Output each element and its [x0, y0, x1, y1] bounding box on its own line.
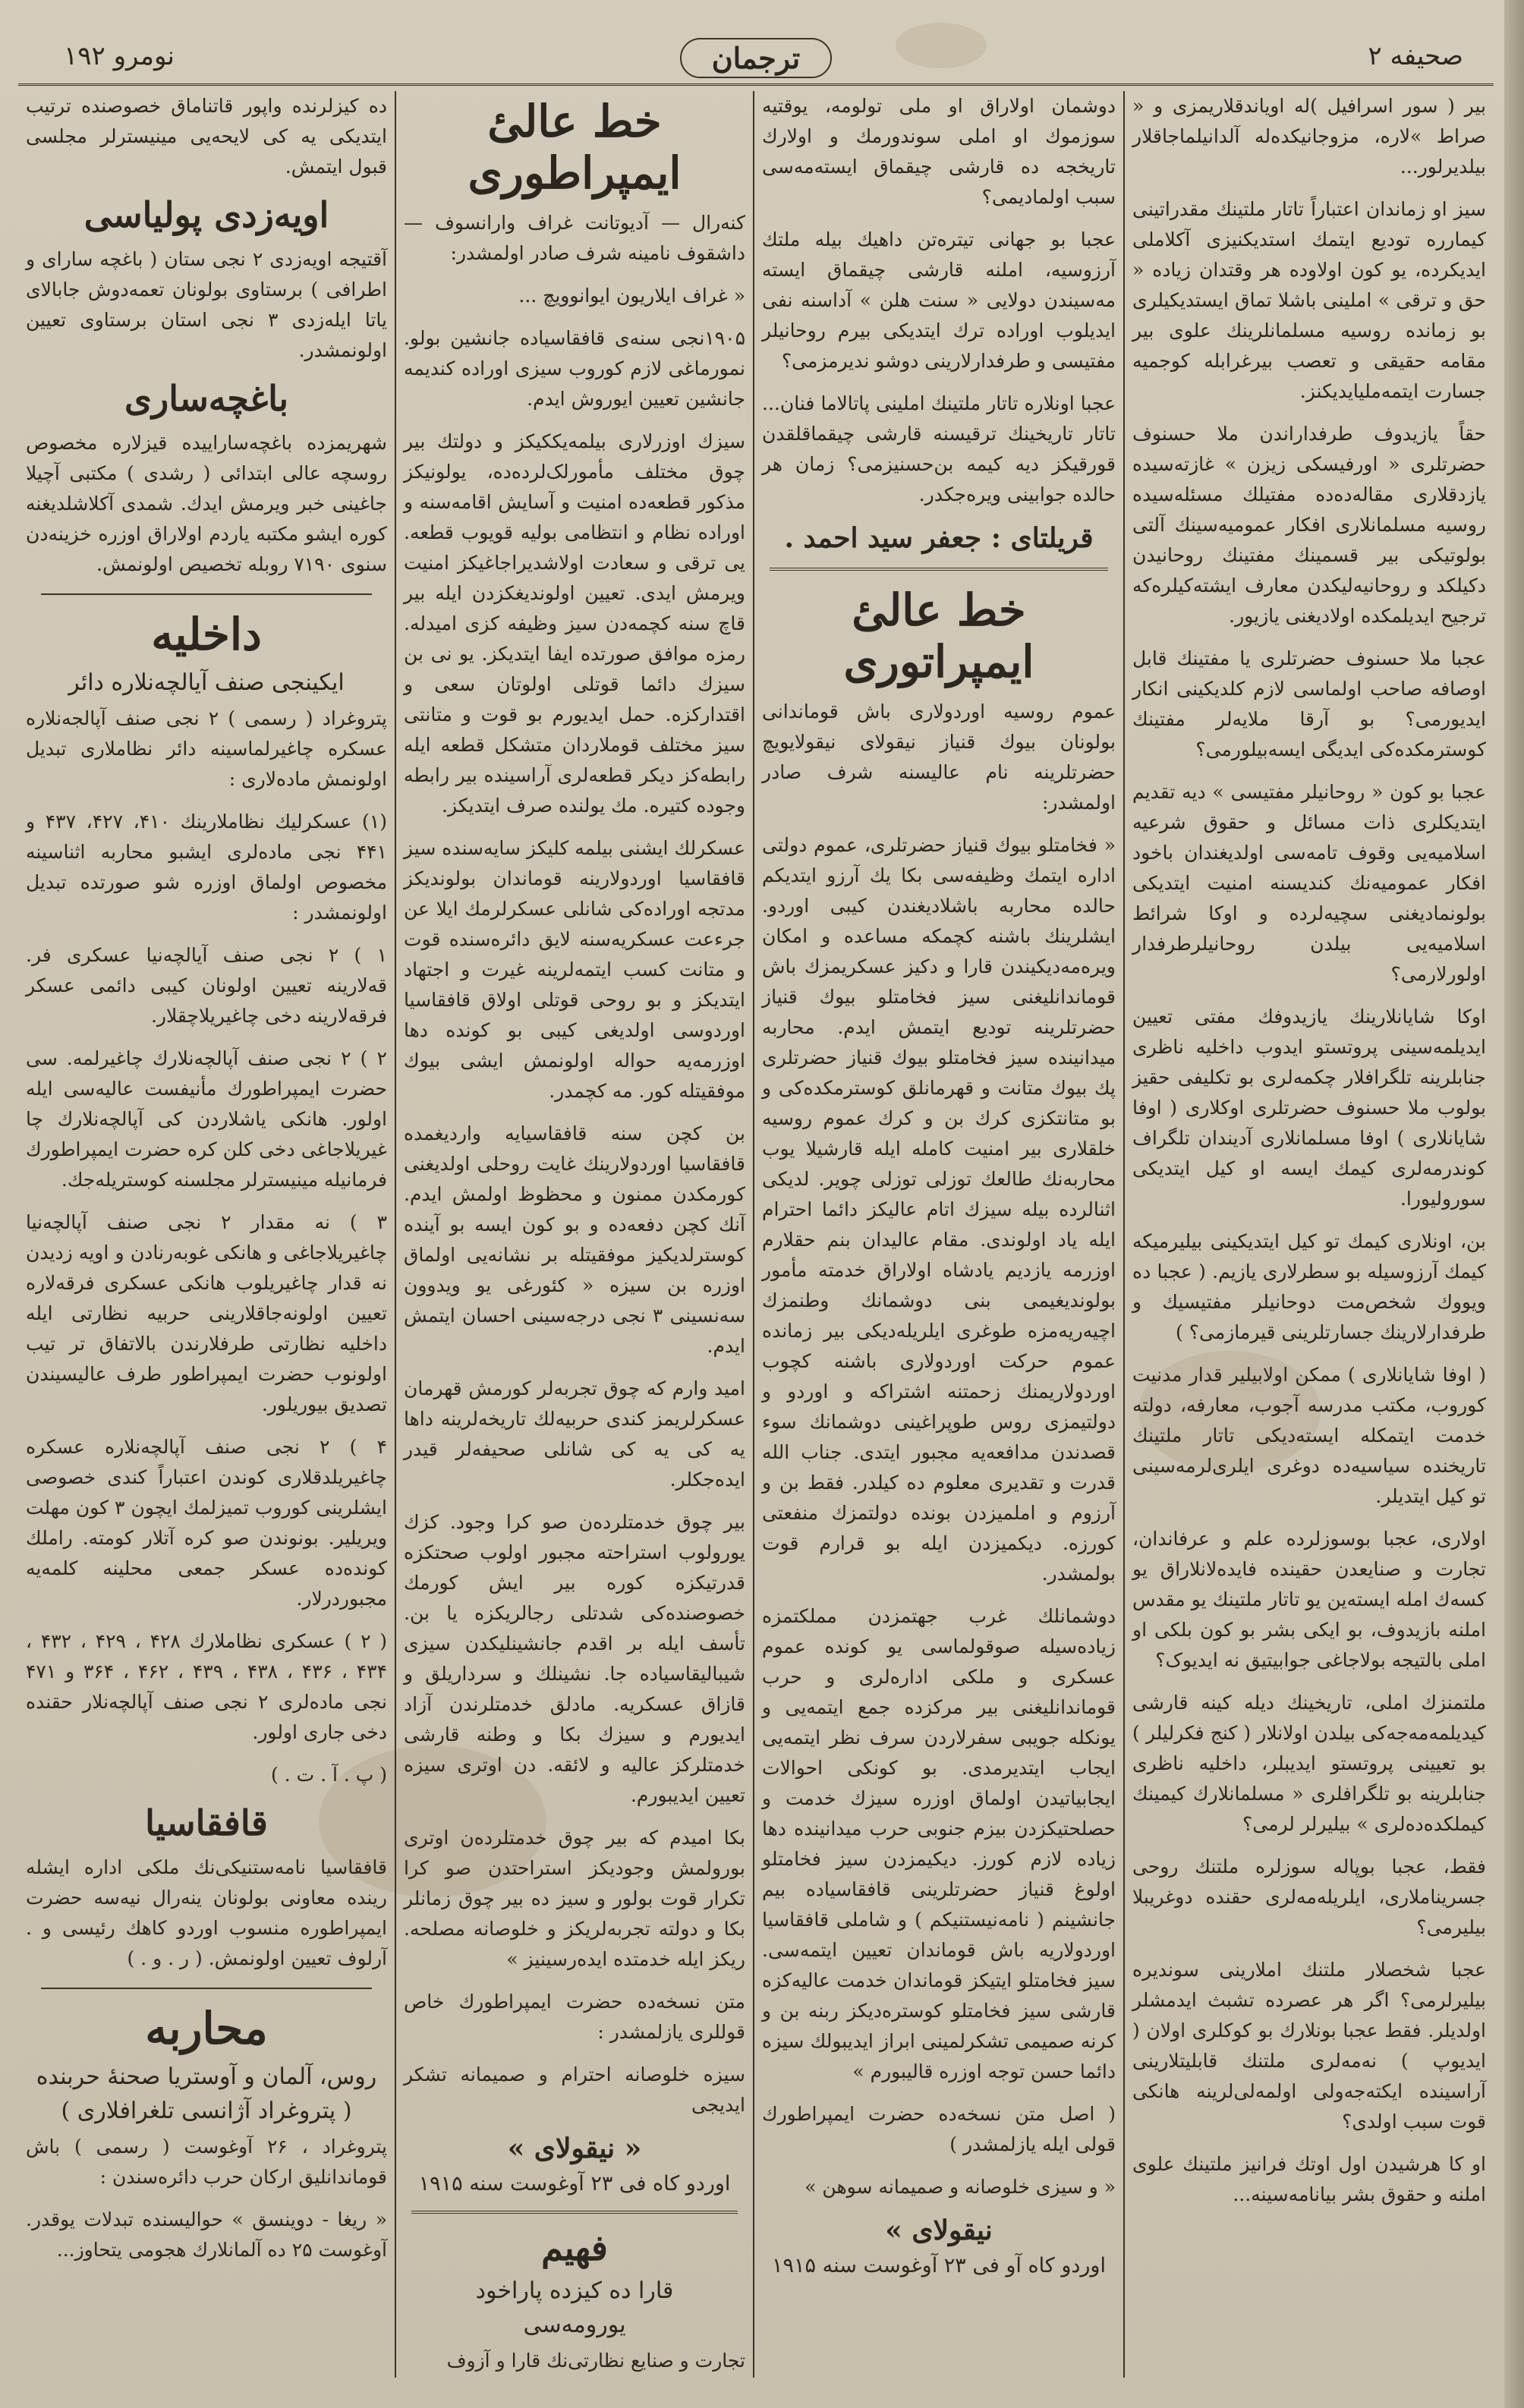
- paragraph: بیر چوق خدمتلرده‌ن صو کرا وجود. کزك یورولوب استراحته مجبور اولوب صحتکزه قدرتیکزه کوره بیر ایش کورمك خصوصنده‌کی شدتلی رجالریکزه یا بن. تأسف ایله بر اقدم جانشینلیکدن سیزی شیبالیقاسیاده جا. نشینلك و سرداریلق و قازاق عسکریه. مادلق خدمتلرندن آزاد ایدیورم و سیزك بکا و وطنه قارشی خدمتلرکز عالیه و لائقه. دن اوتری سیزه تعیین ایدیبورم.: [404, 1511, 745, 1806]
- column-1: [1125, 91, 1494, 2378]
- paragraph: حقاً یازیدوف طرفداراندن ملا حسنوف حضرتلری « اورفیسکی زیزن » غازته‌سیده یازدقلاری مقاله‌ده‌ده مفتیلك مسئله‌سیده روسیه مسلمانلاری افکار عمومیه‌سینك آلتی بولوتیکی بیر قسمینك مفتینك روحانیدن دکیلکد و روحانیه‌لیكدن معارف ایشته‌كیلره‌كه ترجیح ایدیلمکده اولادیغنی یازیور.: [1132, 423, 1486, 627]
- column-4: [18, 91, 395, 2378]
- dateline: اوردو کاه آو فی ۲۳ آوغوست سنه ۱۹۱۵: [772, 2254, 1106, 2277]
- paragraph: ده کیزلرنده واپور قاتناماق خصوصنده ترتیب ایتدیکی یه کی لایحه‌یی مینیسترلر مجلسی قبول ایتمش.: [26, 95, 387, 178]
- paragraph: (۱) عسکرلیك نظاملارینك ۴۱۰، ۴۲۷، ۴۳۷ و ۴۴۱ نجی ماده‌لری ایشبو محاربه اثناسینه مخصوص اولماق اوزره شو صورتده تبدیل اولونمشدر :: [26, 811, 388, 924]
- paragraph: ( ۲ ) عسکری نظاملارك ۴۲۸ ، ۴۲۹ ، ۴۳۲ ، ۴۳۴ ، ۴۳۶ ، ۴۳۸ ، ۴۳۹ ، ۴۶۲ ، ۳۶۴ و ۴۷۱ نجی ماده‌لری ۲ نجی صنف آپالچه‌نلار حقنده دخی جاری اولور.: [26, 1630, 388, 1743]
- section-headline: اویه‌زدی پولیاسی: [83, 194, 329, 235]
- newspaper-title-text: ترجمان: [680, 38, 833, 78]
- signature: نیقولای »: [885, 2214, 993, 2246]
- paragraph: عجبا شخصلار ملتنك املارینی سوندیره بیلیرلرمی؟ اگر هر عصرده تشبث ایدمشلر اولدیلر. فقط عجبا بونلارك بو کوکلری اولان ( ایدیوپ ) نه‌مه‌لری ملتنك قابلیتلارینی آراسینده ایکته‌جه‌ولی اولمه‌لی‌لرینه هانکی قوت سبب اولدی؟: [1132, 1959, 1486, 2133]
- issue-number: نومرو ۱۹۲: [64, 41, 175, 71]
- paragraph: فقط، عجبا بوپاله سوزلره ملتنك روحی جسریناملاری، ایلریله‌مه‌لری حقنده دوغریبلا بیلیرمی؟: [1132, 1856, 1486, 1938]
- paragraph: دوشمانلك غرب جهتمزدن مملکتمزه زیاده‌سیله صوقولماسی یو کونده عموم عسکری و ملکی اداره‌لری و حرب قوماندانلیغنی بیر مرکزده جمع ایتمه‌یی و یونکله جویبی سفرلاردن سرف نظر ایتمه‌یی ایجاب ایتدیرمدی. بو کونکی احوالات ایجابیاتیدن اولماق اوزره سیزك خدمت و حصلحتیکزدن بیزم جنوبی حرب میدانینده دها زیاده لازم کورز. دیکیمزدن سیز فخامتلو اولوغ قنیاز حضرتلرینی قافقاسیاده بیم جانشینم ( نامه‌نیستنیکم ) و شاملی قافقاسیا اوردولاریه باش قوماندان تعیین ایتمه‌سی. سیز فخامتلو ایتیکز قوماندان خدمت عالیه‌کزه قارشی سیز فخامتلو کوستره‌دیکز ربنه بن و کرنه صمیمی تشکرلمینی ابراز ایدیبولك سیزه دائما حسن توجه اوزره قالیبورم »: [762, 1605, 1116, 2082]
- section-headline: فهیم: [541, 2227, 608, 2268]
- paragraph: عسکرلك ایشنی بیلمه کلیکز سایه‌سنده سیز قافقاسیا اوردولارینه قوماندان بولوندیکز مدتجه اوراده‌کی شانلی عسکرلرمك ایلا عن جرءعت عسکریه‌سنه لایق دائره‌سنده قوت و متانت کسب ایتمه‌لرینه غیرت و اجتهاد ایتدیکز و بو روحی قوتلی اولاق قافقاسیا اوردوسی اولدیغی کیبی بو کونده دها اوزرمه‌یه حواله اولونمش ایشی بیوك موفقیتله کور. مه کچمدر.: [404, 837, 745, 1102]
- sub-headline: یورومه‌سی: [523, 2312, 626, 2338]
- paragraph: پتروغراد ( رسمی ) ۲ نجی صنف آپالجه‌نلاره عسکره چاغیرلماسینه دائر نظاملاری تبدیل اولونمش ماده‌لاری :: [26, 707, 388, 790]
- paragraph: قافقاسیا نامه‌ستنیکی‌نك ملکی اداره ایشله رینده معاونی بولونان ینه‌رال نیه‌سه حضرت ایمپراطوره منسوب اوردو کاهك رئیسی و . آرلوف تعیین اولونمش. ( ر . و . ): [26, 1856, 387, 1969]
- paragraph: ( اصل متن نسخه‌ده حضرت ایمپراطورك قولی ایله یازلمشدر ): [762, 2103, 1116, 2155]
- section-divider: [41, 593, 372, 595]
- paragraph: عموم روسیه اوردولاری باش قوماندانی بولونان بیوك قنیاز نیقولای نیقولایویچ حضرتلرینه نام عالیسنه شرف صادر اولمشدر:: [762, 700, 1116, 814]
- column-rule: [753, 91, 754, 2378]
- section-headline: قافقاسیا: [145, 1802, 268, 1843]
- paragraph: آقتیجه اویه‌زدی ۲ نجی ستان ( باغچه سارای و اطرافی ) برستاوی بولونان تعمه‌دوش جابالای یاتا ایله‌زدی ۳ نجی استان برستاوی تعیین اولونمشدر.: [26, 248, 388, 361]
- paragraph: عجبا بو کون « روحانیلر مفتیسی » دیه تقدیم ایتدیکلری ذات مسائل و حقوق شرعیه اسلامیه‌یی وقوف تامه‌سی اولدیغندان باخود افکار عمومیه‌نك کندیسنه امنیت ایتدیکی بولونمادیغنی سچیه‌لرده و اوکا شرائط اسلامیه‌یی بیلدن روحانیلرطرفدار اولورلارمی؟: [1132, 781, 1486, 985]
- paragraph: ملتمنزك املی، تاریخینك دیله کینه قارشی کیدیلمه‌مه‌جه‌کی بیلدن اولانلار ( کنج فکرلیلر ) بو تعیینی پروتستو ایدیبلر، داخلیه ناظری جنابلرینه بو تلگرافلری « مسلمانلارك کیمینك کیملکده‌ده‌لری » بیلیرلر لرمی؟: [1132, 1692, 1486, 1835]
- paragraph: متن نسخه‌ده حضرت ایمپراطورك خاص قوللری یازلمشدر :: [404, 1991, 745, 2043]
- paragraph: دوشمان اولاراق او ملی تولومه، یوقتیه سوزموك او املی سوندورمك و اولارك تاریخجه ده قارشی چیقماق ایسته‌مه‌سی سبب اولمادیمی؟: [762, 95, 1116, 208]
- paragraph: « غراف ایلاریون ایوانوویچ ...: [518, 285, 745, 307]
- paragraph: سیزك اوزرلاری بیلمه‌یککیکز و دولتك بیر چوق مختلف مأمورلک‌لرده‌ده، یولونیکز مذکور قطعه‌ده امنیت و آسایش اقامه‌سنه و اوراده نظام و انتظامی بوليه قویوب قطعه. یی ترقی و سعادت اولاشدیراجاغیکز امنیت ویرمش ایدی. تعیین اولوندیغکزدن ایله بیر قاچ سنه کچمه‌دن سیز وظیفه کزی امیدله. رمزه موافق صورتده ایفا ایتدیکز. یو نی بن سیزك دائما قوتلی اولوتان سعی و اقتدارکزه. حمل ایدیورم بو قوت و متانتی سیز مختلف قوملاردان متشکل قطعه ایله رابطه‌کز دیکر قطعه‌لری آراسینده بیر رابطه وجوده کتیره. مك یولنده صرف ایتدیکز.: [404, 430, 745, 817]
- paragraph: کنه‌رال — آدیوتانت غراف وارانسوف — داشقوف نامینه شرف صادر اولمشدر:: [404, 212, 745, 264]
- column-2: [754, 91, 1123, 2378]
- page-binding-edge: [1504, 0, 1524, 2408]
- double-divider: [770, 568, 1108, 571]
- newspaper-title: [18, 41, 1494, 75]
- paragraph: ( پ . آ . ت . ): [271, 1764, 387, 1786]
- paragraph: تجارت و صنایع نظارتی‌نك قارا و آزوف: [446, 2350, 745, 2372]
- paragraph: او کا هرشیدن اول اوتك فرانیز ملتینك علوی املنه و حقوق بشر بیانامه‌سینه...: [1132, 2153, 1486, 2205]
- sub-headline: روس، آلمان و آوستریا صحنهٔ حربنده: [36, 2063, 377, 2090]
- column-3: [396, 91, 753, 2378]
- paragraph: ( اوفا شایانلاری ) ممکن اولابیلیر قدار مدنیت کوروب، مکتب مدرسه آجوب، معارفه، دولته خدمت ایتمکله ایسته‌دیکی تاتار ملتینك تاریخنده سیاسیه‌ده دوغری ایلری‌لرمه‌سینی تو کیل ایتدیلر.: [1132, 1364, 1486, 1507]
- page-number: صحیفه ۲: [1368, 41, 1463, 71]
- sub-headline: قارا ده کیزده پاراخود: [475, 2277, 674, 2304]
- section-headline: خط عالیٔ ایمپراتوری: [843, 584, 1034, 688]
- paragraph: « و سیزی خلوصانه و صمیمانه سوهن »: [805, 2176, 1116, 2198]
- section-headline: خط عالیٔ ایمپراطوری: [468, 96, 682, 199]
- section-headline: باغچه‌ساری: [124, 378, 288, 419]
- paragraph: ۱ ) ۲ نجی صنف آیالچه‌نیا عسکری فر. قه‌لارینه تعیین اولونان کیبی دائمی عسکر فرقه‌لارینه دخی چاغیریلاچقلار.: [26, 944, 387, 1027]
- paragraph: اوکا شایانلارینك یازیدوفك مفتی تعیین ایدیلمه‌سینی پروتستو ایدوب داخلیه ناظری جنابلرینه تلگرافلار چکمه‌لری بو تکلیفی حقیز بولوب ملا حسنوف حضرتلری اوکلاری ( اوفا شایانلاری ) اوفا مسلمانلاری آدیندان تلگراف کوندرمه‌لری کیمك ایسه او کیل ایتدیکی سورولیورا.: [1132, 1006, 1486, 1210]
- double-divider: [411, 2211, 738, 2214]
- dateline: اوردو کاه فی ۲۳ آوغوست سنه ۱۹۱۵: [418, 2172, 731, 2196]
- paragraph: ۳ ) نه مقدار ۲ نجی صنف آپالچه‌نیا چاغیریلاجاغی و هانکی غوبه‌رنادن و اویه‌ زدیدن نه قدار چاغیریلوب هانکی عسکری فرقه‌لاره تعیین اولونه‌جاقلارینی حربیه نظارتی ایله داخلیه نظارتی طرفلارندن بالاتفاق تر تیب اولونوب حضرت ایمپراطور طرف عالیسیندن تصدیق بیوریلور.: [26, 1211, 387, 1415]
- paragraph: « ریغا - دوینسق » حوالیسنده تبدلات یوقدر. آوغوست ۲۵ ده آلمانلارك هجومی یتحاوز...: [26, 2208, 387, 2261]
- paragraph: بیر ( سور اسرافیل )له اویاندقلاریمزی و « صراط »لاره، مزوجانیکده‌له آلدانیلماجاقلار بیلدیرلور...: [1132, 95, 1486, 178]
- paragraph: امید وارم که چوق تجربه‌لر کورمش قهرمان عسکرلریمز کندی حربیه‌لك تاریخه‌لرینه داها یه کی یه کی شانلی صحیفه‌لر قیدر ایده‌جکلر.: [404, 1377, 745, 1490]
- column-rule: [1123, 91, 1125, 2378]
- section-headline: داخلیه: [151, 609, 262, 660]
- sub-headline: ( پتروغراد آژانسی تلغرافلاری ): [61, 2098, 352, 2124]
- paragraph: بن کچن سنه قافقاسیایه واردیغمده قافقاسیا اوردولارینك غایت روحلی اولدیغنی کورمکدن ممنون و محظوظ اولمش ایدم. آنك کچن دفعه‌ده و بو کون ایسه بو آینده کوسترلدیکیز موفقیتله بر نشانه‌یی اولماق اوزره بن سیزه « کئورغی یو ویدوون سه‌نسینی ۳ نجی درجه‌سینی احسان ایتمش ایدم.: [404, 1122, 746, 1357]
- paragraph: عجبا ملا حسنوف حضرتلری یا مفتینك قابل اوصافه صاحب اولماسی لازم کلدیکینی انکار ایدیورمی؟ بو آرقا ملایه‌لر مفتینك کوسترمکده‌کی ایدیگی ایسه‌بیلورمی؟: [1132, 647, 1486, 760]
- paragraph: شهریمزده باغچه‌ساراییده قیزلاره مخصوص روسچه عالی ابتدائی ( رشدی ) مکتبی آچیلا جاغینی خبر ویرمش ایدك. شمدی آکلاشلدیغنه کوره ایشو مکتبه یاردم اولاراق اوزره خزینه‌دن سنوی ۷۱۹۰ روبله تخصیص اولونمش.: [26, 432, 387, 575]
- paragraph: سیز او زماندان اعتباراً تاتار ملتینك مقدراتینی کیمارره تودیع ایتمك استدیکنیزی آکلاملی ایدیکرده، یو کون اولاوده هر وقتدان زیاده « حق و ترقی » املینی باشلا تماق ایستدیکیلری بو زمانده روسیه مسلمانلرینك علوی بیر مقامه حقیقی و تعصب بیرغرابله کوجمیه جسارت ایتمه‌ملیایدیکنز.: [1132, 198, 1486, 402]
- paragraph: ۱۹۰۵نجی سنه‌ی قافقاسیاده جانشین بولو. نمورماغی لازم کوروب سیزی اوراده کندیمه جانشین تعیین ایوروش ایدم.: [404, 327, 745, 410]
- paragraph: عجبا بو جهانی تیتره‌تن داهیك بیله ملتك آرزوسیه، املنه قارشی چیقماق ایسته‌ مه‌سیندن دولایی « سنت هلن » آداسنه نفی ایدیلوب اوراده ترك ایتدیکی بیرم روحانیلر مفتیسی و طرفدارلارینی دوشو نديرمزمی؟: [762, 228, 1116, 372]
- paragraph: بکا امیدم که بیر چوق خدمتلرده‌ن اوتری بورولمش وجودیکز استراحتدن صو کرا تکرار قوت بولور و سیز ده بیر چوق زمانلر بکا و دولته تجربه‌لریکز و خلوصانه مصلحه. ریکز ایله خدمتده ایده‌رسینیز »: [404, 1827, 745, 1970]
- paragraph: « فخامتلو بیوك قنیاز حضرتلری، عموم دولتی اداره ایتمك وظیفه‌سی بکا یك آرزو ایتدیکم حالده محاربه باشلادیغندن کیبی اوردو. ایشلرینك باشنه کچمکه مساعده و امکان ویره‌مه‌دیکیندن قارا و دکیز عسکریمزك باش قوماندانلیغنی سیز فخامتلو بیوك قنیاز حضرتلرینه تودیع ایتمش ایدم. محاربه میدانینده سیز فخامتلو بیوك قنیاز حضرتلری پك بیوك متانت و قهرمانلق کوسترمکده‌کی و بو متانتکزی کرك بن و کرك عموم روسیه خلقلاری بیر امنیت کامله ایله قارشیلا یوب محاربه‌نك طالعك توزلی توزلی چویر. لدیکی اثنالرده بیله سیزك اتام عالیکز دائما احترام ایله یاد اولوندی. مقام عالیدان بنم حقلارم اوزرمه یازدیم یادشاه اولاراق خدمته مأمور بولوندیغیمی بنی دوشمانك وطنمزك اچیه‌ریه‌مزه طوغری ایلریله‌دیکی بیر زمانده عموم حرکت اوردولاری باشنه کچوب اوردولاریمنك زحمتنه اشتراکه و اوردو و دولتیمزی روس طوپراغینی دوشمانك سوء قصدندن مدافعه‌یه مجبور ایتدی. جناب الله قدرت و تقدیری معلوم ده کیلدر. فقط بن و آرزوم و املمیزدن بونده دولتمزك منفعتی کورزه. دیکمیزدن ایله بو قرارم قوت بولمشدر.: [762, 834, 1116, 1585]
- paragraph: پتروغراد ، ۲۶ آوغوست ( رسمی ) باش قوماندانلیق ارکان حرب دائره‌سندن :: [26, 2136, 387, 2188]
- section-headline: محاربه: [145, 2003, 268, 2054]
- sub-headline: ایکینجی صنف آیالچه‌نلاره دائر: [68, 669, 345, 696]
- signature: « نیقولای »: [507, 2133, 642, 2164]
- paragraph: ۲ ) ۲ نجی صنف آپالچه‌نلارك چاغیرلمه. سی حضرت ایمپراطورك مأنیفست عالیه‌سی ایله اولور. هانکی یاشلاردن کی آپالچه‌نلارك چا غیریلاجاغی دخی کلن کره حضرت ایمپراطورك فرمانیله مینیسترلر مجلسنه کوستریله‌جك.: [26, 1047, 387, 1191]
- paragraph: اولاری، عجبا بوسوزلرده علم و عرفاندان، تجارت و صنایعدن حقینده فایده‌لانلاراق یو کسه‌ك امله ایسته‌ین یو تاتار ملتینك یو مقدس املنه بازیدوف، بو ایکی بشر بو کون بلکی او املی بالتیجه بولاجاغی جوابیتیق نه ایدیوک؟: [1132, 1528, 1486, 1671]
- masthead: [18, 30, 1494, 86]
- columns: [18, 91, 1494, 2378]
- column-rule: [395, 91, 396, 2378]
- paragraph: سیزه خلوصانه احترام و صمیمانه تشکر ایدیجی: [404, 2063, 745, 2116]
- paragraph: عجبا اونلاره تاتار ملتینك املینی پاتالاما فنان... تاتار تاریخینك ترقیسنه قارشی چیقماقلقدن قورقیکز دیه کیمه بن‌حسنیزمی؟ زمان هر حالده جوابینی ویره‌جکدر.: [762, 392, 1116, 505]
- section-divider: [41, 1988, 372, 1989]
- paragraph: بن، اونلاری کیمك تو کیل ایتدیکینی بیلیرمیکه‌ کیمك آرزوسیله بو سطرلاری یازیم. ( عجبا ده ویووك شخص‌مت دوحانیلر مفتیسیك و طرفدارلارینك جسارتلرینی قیرمازمی؟ ): [1132, 1230, 1486, 1343]
- paragraph: ۴ ) ۲ نجی صنف آپالچه‌نلاره عسکره چاغیریلدقلاری کوندن اعتباراً کندی خصوصی ایشلرینی کوروب تمیزلمك ایچون ۳ کون مهلت ویریلیر. بونوندن صو کره آتلار کومته. راملك کونده‌ده عسکر جمعی محلینه کلمه‌یه مجبوردرلار.: [26, 1436, 388, 1610]
- signature: قریلتای : جعفر سید احمد .: [784, 522, 1094, 554]
